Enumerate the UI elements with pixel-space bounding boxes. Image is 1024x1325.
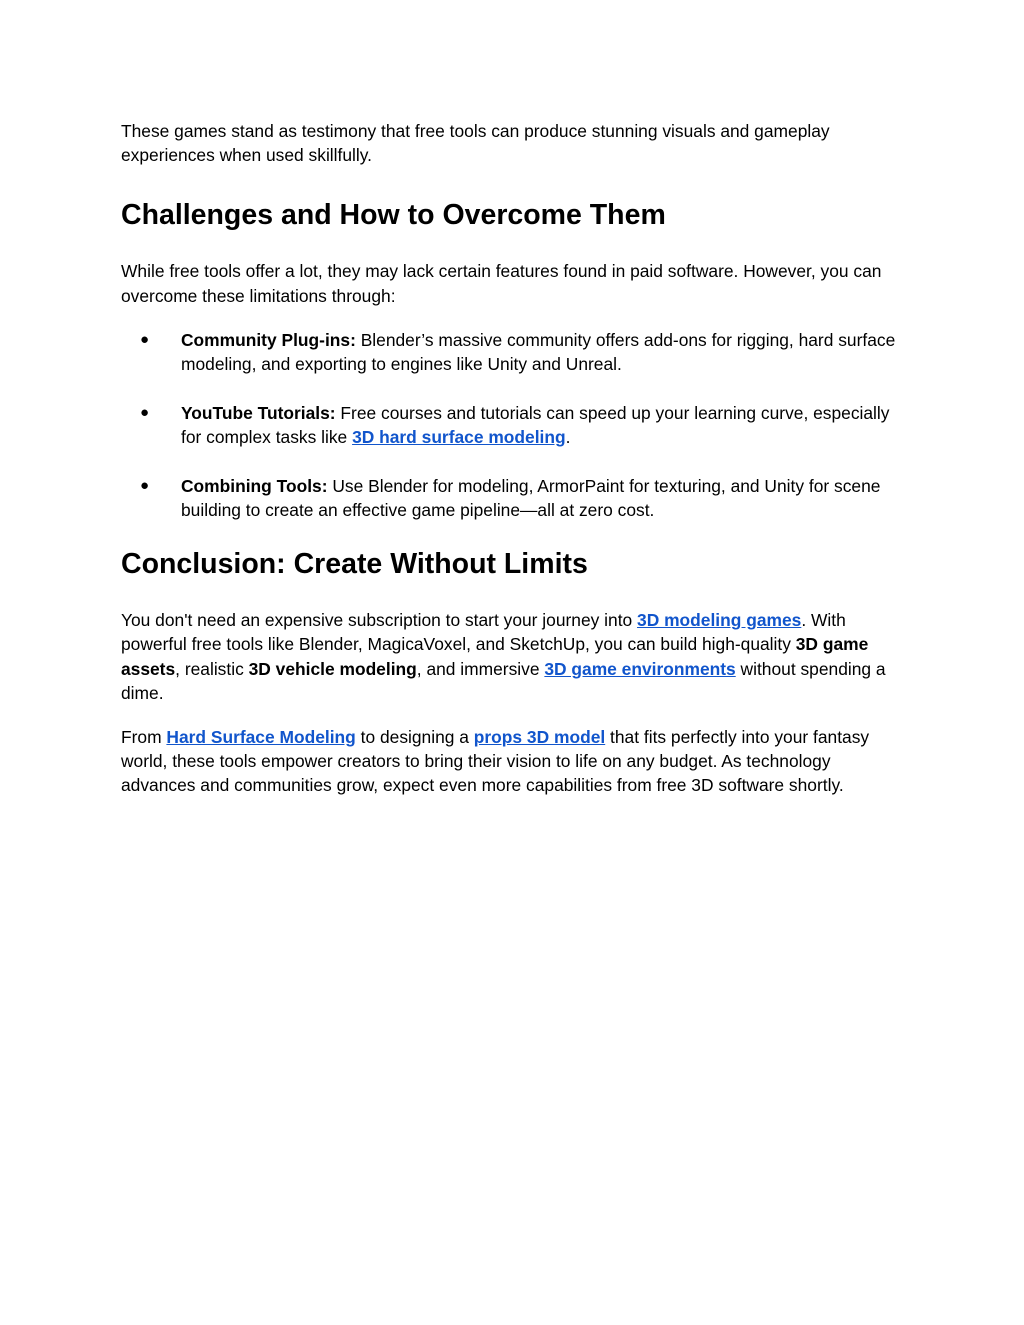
link-hard-surface-modeling[interactable]: Hard Surface Modeling xyxy=(166,727,356,748)
challenges-list xyxy=(121,328,901,522)
list-item-title: Community Plug-ins: xyxy=(181,329,356,350)
intro-paragraph xyxy=(121,119,901,167)
list-item xyxy=(121,328,901,376)
link-3d-hard-surface-modeling[interactable]: 3D hard surface modeling xyxy=(352,427,566,448)
link-3d-modeling-games[interactable]: 3D modeling games xyxy=(637,610,802,631)
list-item-text: Free courses and tutorials can speed up your learning curve, especially for complex tasks like xyxy=(181,402,890,448)
list-item-text-end: . xyxy=(565,427,571,448)
bullet-icon: ● xyxy=(140,330,150,348)
document-page xyxy=(121,119,901,798)
list-item xyxy=(121,401,901,449)
challenges-heading: Challenges and How to Overcome Them xyxy=(121,199,666,232)
challenges-paragraph: While free tools offer a lot, they may lack certain features found in paid software. However, you can overcome these limitations through: xyxy=(121,261,882,306)
conclusion-text: to designing a xyxy=(355,727,474,748)
link-props-3d-model[interactable]: props 3D model xyxy=(473,727,606,748)
list-item-title: YouTube Tutorials: xyxy=(181,402,336,423)
bold-3d-game-assets: 3D game assets xyxy=(121,634,869,679)
intro-text: These games stand as testimony that free tools can produce stunning visuals and gameplay experiences when used skillfully. xyxy=(121,121,830,166)
list-item-title: Combining Tools: xyxy=(181,475,328,496)
link-3d-game-environments[interactable]: 3D game environments xyxy=(544,658,736,679)
conclusion-text: that fits perfectly into your fantasy world, these tools empower creators to bring their vision to life on any budget. As technology advances and communities grow, expect even more capabilities from free 3D software shortly. xyxy=(121,727,870,796)
conclusion-text: , and immersive xyxy=(416,658,545,679)
bullet-icon: ● xyxy=(140,403,150,421)
conclusion-text: . With powerful free tools like Blender, MagicaVoxel, and SketchUp, you can build high-quality xyxy=(121,610,846,655)
bullet-icon: ● xyxy=(140,476,150,494)
conclusion-text: You don't need an expensive subscription to start your journey into xyxy=(121,610,638,631)
list-item xyxy=(121,474,901,522)
bold-3d-vehicle-modeling: 3D vehicle modeling xyxy=(248,658,417,679)
conclusion-text: From xyxy=(121,727,167,748)
conclusion-paragraph-1 xyxy=(121,608,901,705)
conclusion-text: , realistic xyxy=(175,658,249,679)
list-item-text: Use Blender for modeling, ArmorPaint for texturing, and Unity for scene building to create an effective game pipeline—all at zero cost. xyxy=(181,475,881,521)
conclusion-paragraph-2 xyxy=(121,725,901,798)
conclusion-text: without spending a dime. xyxy=(121,658,886,703)
conclusion-heading: Conclusion: Create Without Limits xyxy=(121,548,588,581)
list-item-text: Blender’s massive community offers add-ons for rigging, hard surface modeling, and exporting to engines like Unity and Unreal. xyxy=(181,329,896,375)
